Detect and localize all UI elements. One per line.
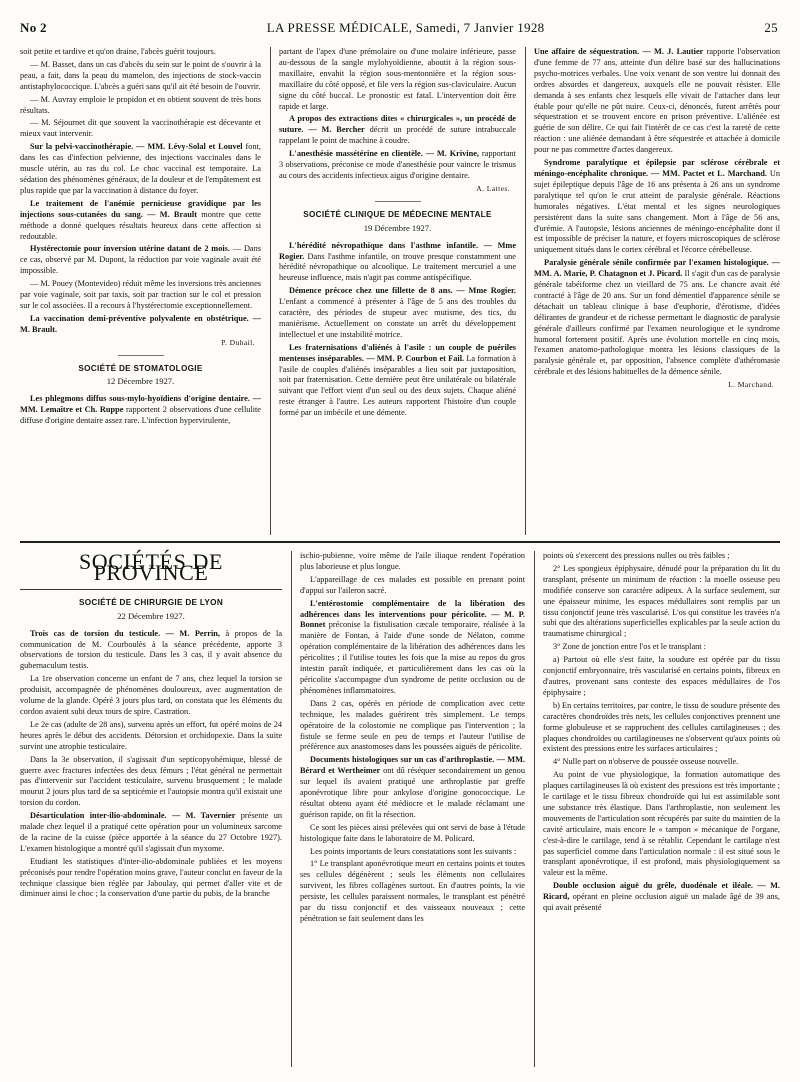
section-date: 12 Décembre 1927. <box>106 376 175 387</box>
divider <box>375 201 421 202</box>
paragraph: a) Partout où elle s'est faite, la soudure est opérée par du tissu conjonctif embryonnaire, très vascularisé en certains points, fibreux en d'autres, provenant sans conteste des espaces médullaires de l'os épiphysaire ; <box>543 655 780 697</box>
section-heading: SOCIÉTÉ DE CHIRURGIE DE LYON <box>78 597 224 607</box>
article-title: A propos des extractions dites « chirurgicales », un procédé de suture. — M. Bercher <box>279 114 516 135</box>
paragraph: — M. Basset, dans un cas d'abcès du sein sur le point de s'ouvrir à la peau, a fait, dans la peau du mamelon, des injections de stock-vaccin antistaphylococcique. L'abcès a guéri sans qu'il ait été besoin de l'ouvrir. <box>20 59 261 91</box>
paragraph: Les points importants de leurs constatations sont les suivants : <box>310 846 517 856</box>
paragraph: 1° Le transplant aponévrotique meurt en certains points et toutes ses cellules dégénèrent ; seuls les éléments non cellulaires survivent, les fibres collagènes surtout. En d'autres points, la vie persiste, les cellules paraissent normales, le transplant est pénétré par du tissu conjonctif et des vaisseaux nouveaux ; cette pénétration se fait seulement dans les <box>300 859 525 923</box>
column-divider <box>270 47 271 535</box>
article-title: L'hérédité névropathique dans l'asthme infantile. — Mme Rogier. <box>279 240 516 261</box>
paragraph: Syndrome paralytique et épilepsie par sclérose cérébrale et méningo-encéphalite chronique. — MM. Pactet et L. Marchand. Un sujet épileptique depuis l'âge de 16 ans présenta à 26 ans un syndrome paralytique tel qu'on le crut atteint de paralysie générale. Réactions humorales négatives. L'état mental et les signes neurologiques persistèrent dans la suite sans changement. Mort à l'âge de 56 ans, d'urémie. A l'autopsie, lésions anciennes de méningo-encéphalite dont il est impossible de préciser la nature, et foyers microscopiques de sclérose uniquement situés dans le cortex cérébral et l'écorce cérébelleuse. <box>534 158 780 255</box>
page-header <box>20 20 778 42</box>
paragraph: Dans la 3e observation, il s'agissait d'un septicopyohémique, blessé de guerre avec fractures infectées des deux fémurs ; l'état général ne permettait pas d'intervenir sur l'accident testiculaire, survenu brusquement ; le malade mourut 2 jours plus tard de sa septicémie et l'autopsie montra qu'il existait une torsion du cordon. <box>20 754 282 808</box>
article-title: La vaccination demi-préventive polyvalente en obstétrique. — M. Brault. <box>20 313 261 334</box>
article-title: Le traitement de l'anémie pernicieuse gravidique par les injections sous-cutanées du sang. — M. Brault <box>20 198 261 219</box>
paragraph: — M. Séjournet dit que souvent la vaccinothérapie est décevante et mieux vaut intervenir. <box>20 118 261 139</box>
article-title: Paralysie générale sénile confirmée par l'examen histologique. — MM. A. Marie, P. Chatagnon et J. Picard. <box>534 258 780 279</box>
signature: L. Marchand. <box>728 380 774 390</box>
bottom-column-2 <box>300 551 525 1065</box>
paragraph: La 1re observation concerne un enfant de 7 ans, chez lequel la torsion se produisit, accompagnée de phénomènes douloureux, avec augmentation de volume de la glande. Opéré 3 jours plus tard, on constata que les éléments du cordon avaient subi deux tours de spire. Castration. <box>20 674 282 716</box>
journal-title: LA PRESSE MÉDICALE, Samedi, 7 Janvier 1928 <box>266 20 545 35</box>
paragraph: Le 2e cas (adulte de 28 ans), survenu après un effort, fut opéré moins de 24 heures après le début des accidents. Détorsion et orchidopexie. Dans la suite survint une atrophie testiculaire. <box>20 719 282 751</box>
paragraph: L'entérostomie complémentaire de la libération des adhérences dans les interventions pour péricolite. — M. P. Bonnet préconise la fistulisation cæcale temporaire, réalisée à la manière de Fontan, à l'aide d'une sonde de Nélaton, comme opération complémentaire de la libération des adhérences dans les péricolites ; il l'utilise toutes les fois que la mise au repos du gros intestin paraît indiquée, et particulièrement dans les cas où la péricolite s'accompagne d'un syndrome de petite occlusion ou de phénomènes inflammatoires. <box>300 598 525 695</box>
article-title: Une affaire de séquestration. — M. J. Lautier <box>534 47 704 56</box>
paragraph: A propos des extractions dites « chirurgicales », un procédé de suture. — M. Bercher décrit un procédé de suture intrabuccale rappelant le point de machine à coudre. <box>279 114 516 146</box>
article-title: L'entérostomie complémentaire de la libération des adhérences dans les interventions pour péricolite. — M. P. Bonnet <box>300 598 525 630</box>
column-divider <box>534 551 535 1067</box>
signature: P. Duhail. <box>221 337 255 347</box>
top-column-1 <box>20 47 261 531</box>
top-column-3 <box>534 47 780 535</box>
paragraph: 3° Zone de jonction entre l'os et le transplant : <box>553 642 706 652</box>
column-divider <box>525 47 526 535</box>
paragraph: 2° Les spongieux épiphysaire, dénudé pour la préparation du lit du transplant, présente un minimum de réaction : la moelle osseuse peu modifiée conserve son caractère adipeux. A la surface seulement, sur une épaisseur minime, les espaces médullaires sont remplis par un tissu conjonctif jeune très vascularisé. L'os qui constitue les travées n'a subi que des altérations superficielles explicables par la seule action du traumatisme chirurgical ; <box>543 563 780 639</box>
top-column-2 <box>279 47 516 531</box>
bottom-column-3 <box>543 551 780 1065</box>
bottom-column-1 <box>20 549 282 1065</box>
paragraph: Désarticulation inter-ilio-abdominale. — M. Tavernier présente un malade chez lequel il a pratiqué cette opération pour un volumineux sarcome de la racine de la cuisse (pièce apportée à la séance du 27 Octobre 1927). L'examen histologique a montré qu'il s'agissait d'un myxome. <box>20 811 282 853</box>
article-title: Double occlusion aiguë du grêle, duodénale et iléale. — M. Ricard, <box>543 881 780 902</box>
paragraph: Documents histologiques sur un cas d'arthroplastie. — MM. Bérard et Wertheimer ont dû réséquer secondairement un genou sur lequel ils avaient pratiqué une arthroplastie par greffe aponévrotique libre pour ankylose d'origine gonococcique. Le résultat obtenu ayant été médiocre et le malade réclamant une guérison rapide, on fit la résection. <box>300 755 525 819</box>
article-title: Sur la pelvi-vaccinothérapie. — MM. Lévy-Solal et Louvel <box>30 142 243 152</box>
divider <box>118 355 164 356</box>
section-date: 19 Décembre 1927. <box>363 222 432 233</box>
paragraph <box>20 314 261 336</box>
paragraph: — M. Auvray emploie le propidon et en obtient souvent de très bons résultats. <box>20 94 261 115</box>
paragraph: Sur la pelvi-vaccinothérapie. — MM. Lévy-Solal et Louvel font, dans les cas d'infection pelvienne, des injections vaccinales dans le muscle utérin, au ras du col. Le choc vaccinal est temporaire. La sédation des phénomènes généraux, de la douleur et de l'empâtement est plus rapide que par la vaccination à distance du foyer. <box>20 142 261 195</box>
paragraph: L'anesthésie massétérine en clientèle. — M. Krivine, rapportant 3 observations, préconise ce mode d'anesthésie pour vaincre le trismus au cours des accidents infectieux aigus d'origine dentaire. <box>279 149 516 180</box>
article-title: Trois cas de torsion du testicule. — M. Perrin, <box>30 628 220 638</box>
paragraph: Ce sont les pièces ainsi prélevées qui ont servi de base à l'étude histologique faite dans le laboratoire de M. Policard. <box>300 822 525 843</box>
paragraph: Au point de vue physiologique, la formation automatique des plaques cartilagineuses là où existent des pressions est très importante ; le cartilage et le tissu fibreux chondroïde qui lui est assimilable sont une substance très élastique. Dans l'arthroplastie, non seulement les mouvements de l'articulation sont récupérés par suite du maintien de la cavité articulaire, mais encore le « tampon » mécanique de l'organe, c'est-à-dire le cartilage, tend à se rétablir. Cependant le cartilage n'est pas superficiel comme dans l'articulation normale : il est situé sous le transplant aponévrotique, il est profond, mais physiologiquement sa valeur est la même. <box>543 770 780 878</box>
section-heading: SOCIÉTÉ DE STOMATOLOGIE <box>78 363 203 373</box>
paragraph: Dans 2 cas, opérés en période de complication avec cette technique, les malades guérirent très simplement. Le temps opératoire de la colostomie ne complique pas l'intervention ; la fistule se ferme seule en peu de temps et l'auteur l'utilise de préférence aux anastomoses dans les poussées aiguës de péricolite. <box>300 698 525 752</box>
signature: A. Lattes. <box>476 183 510 193</box>
paragraph: L'appareillage de ces malades est possible en prenant point d'appui sur l'aileron sacré. <box>300 574 525 595</box>
page-number: 25 <box>764 20 778 35</box>
article-title: Démence précoce chez une fillette de 8 ans. — Mme Rogier. <box>289 286 516 296</box>
article-title: Hystérectomie pour inversion utérine datant de 2 mois. <box>30 244 230 254</box>
paragraph: Le traitement de l'anémie pernicieuse gravidique par les injections sous-cutanées du sang. — M. Brault montre que cette méthode a donné quelques résultats heureux dans cette affection si redoutable. <box>20 198 261 241</box>
paragraph: Trois cas de torsion du testicule. — M. Perrin, à propos de la communication de M. Courboulès à la séance précédente, apporte 3 observations de torsion du testicule. Dans les 3 cas, il y avait absence du gubernaculum testis. <box>20 628 282 671</box>
paragraph: ischio-pubienne, voire même de l'aile iliaque rendent l'opération plus laborieuse et plus longue. <box>300 551 525 571</box>
article-title: Syndrome paralytique et épilepsie par sclérose cérébrale et méningo-encéphalite chronique. — MM. Pactet et L. Marchand. <box>534 158 780 178</box>
section-heading: SOCIÉTÉ CLINIQUE DE MÉDECINE MENTALE <box>303 209 492 219</box>
article-title: Les phlegmons diffus sous-mylo-hyoïdiens d'origine dentaire. — MM. Lemaître et Ch. Ruppe <box>20 394 261 415</box>
paragraph: b) En certains territoires, par contre, le tissu de soudure présente des caractères chondroïdes très nets, les cellules conjonctives prennent une forme globuleuse et se rapprochent des cellules cartilagineuses ; des plaques chondroïdes ou cartilagineuses ne s'observent qu'aux points où existent des pressions entre les surfaces articulaires ; <box>543 700 780 754</box>
article-title: L'anesthésie massétérine en clientèle. — M. Krivine, <box>289 149 479 159</box>
paragraph: Etudiant les statistiques d'inter-ilio-abdominale publiées et les moyens préconisés pour rendre l'opération moins grave, l'auteur conclut en faveur de la technique classique bien réglée par Jaboulay, qui permet d'aller vite et de diminuer ainsi le choc ; la conservation d'une partie du pubis, de la branche <box>20 856 282 899</box>
paragraph: Une affaire de séquestration. — M. J. Lautier rapporte l'observation d'une femme de 77 ans, atteinte d'un délire basé sur des hallucinations psycho-motrices verbales. Une voix venant de son ventre lui donnait des ordres absurdes et dangereux, auxquels elle ne pouvait résister. Elle demanda à ses enfants chez lesquels elle vivait de l'attacher dans leur étable pour qu'elle ne pût nuire. Ceux-ci, dénoncés, furent arrêtés pour séquestration et se trouvent encore en prison préventive. L'aliénée est guérie de son délire. Ce qui fait l'intérêt de ce cas c'est la rareté de cette réaction : une aliénée demandant à être séquestrée et attachée à domicile pour ne pas commettre d'actes dangereux. <box>534 47 780 155</box>
paragraph: Les phlegmons diffus sous-mylo-hyoïdiens d'origine dentaire. — MM. Lemaître et Ch. Ruppe rapportent 2 observations d'une cellulite diffuse d'origine dentaire assez rare. L'infection hypervirulente, <box>20 394 261 426</box>
article-title: Désarticulation inter-ilio-abdominale. — M. Tavernier <box>30 811 236 821</box>
paragraph: Démence précoce chez une fillette de 8 ans. — Mme Rogier. L'enfant a commencé à présenter à l'âge de 5 ans des troubles du caractère, des périodes de stupeur avec mutisme, des tics, du maniérisme. Actuellement on constate un arrêt du développement intellectuel et une instabilité motrice. <box>279 286 516 339</box>
paragraph: Paralysie générale sénile confirmée par l'examen histologique. — MM. A. Marie, P. Chatagnon et J. Picard. Il s'agit d'un cas de paralysie générale tabéiforme chez un vieillard de 75 ans. Le chancre avait été contracté à l'âge de 20 ans. Sur un fond démentiel d'apparence sénile se détachait un tableau clinique à base d'euphorie, d'érotisme, d'idées délirantes de grandeur et de richesse permettant le diagnostic de paralysie générale d'ailleurs confirmé par l'examen neurologique et le syndrome humoral fortement positif. Après une évolution mortelle en cinq mois, l'examen anatomo-pathologique montra les lésions classiques de la paralysie générale et, par opposition, l'absence complète d'athéromasie cérébrale et des lésions habituelles de la démence sénile. <box>534 258 780 377</box>
issue-number: No 2 <box>20 20 47 35</box>
section-date: 22 Décembre 1927. <box>117 610 185 621</box>
article-title: Les fraternisations d'aliénés à l'asile : un couple de puériles menteuses inséparables. — MM. P. Courbon et Fail. <box>279 342 516 363</box>
paragraph: — M. Pouey (Montevideo) réduit même les inversions très anciennes par voie vaginale, soit par taxis, soit par traction sur le col et pression sur le col associées. Il a recours à l'hystérectomie exceptionnellement. <box>20 279 261 310</box>
paragraph: soit petite et tardive et qu'on draine, l'abcès guérit toujours. <box>20 47 216 56</box>
paragraph: partant de l'apex d'une prémolaire ou d'une molaire inférieure, passe au-dessous de la sangle mylohyoïdienne, aboutit à la région sous-maxillaire, envahit la région sous-mentonnière et la région sous-maxillaire du côté opposé, et file vers la région sus-claviculaire. Aucun signe du côté buccal. Le pronostic est fatal. L'intervention doit être rapide et large. <box>279 47 516 111</box>
paragraph: Hystérectomie pour inversion utérine datant de 2 mois. — Dans ce cas, observé par M. Dupont, la réduction par voie vaginale avait été impossible. <box>20 244 261 276</box>
paragraph: 4° Nulle part on n'observe de poussée osseuse nouvelle. <box>553 757 739 767</box>
paragraph: points où s'exercent des pressions nulles ou très faibles ; <box>543 551 730 560</box>
paragraph: Les fraternisations d'aliénés à l'asile : un couple de puériles menteuses inséparables. — MM. P. Courbon et Fail. La formation à l'asile de couples d'aliénés inséparables a lieu soit par juxtaposition, soit par fraternisation. Cette dernière peut être unilatérale ou bilatérale suivant que l'effort vient d'un seul ou des deux sujets. Chaque aliéné reste étranger à l'autre. Les auteurs rapportent l'histoire d'un couple formé par un imbécile et une démente. <box>279 342 516 418</box>
section-separator <box>20 541 780 543</box>
divider <box>20 589 282 590</box>
column-divider <box>291 551 292 1067</box>
article-title: Documents histologiques sur un cas d'arthroplastie. — MM. Bérard et Wertheimer <box>300 755 525 776</box>
paragraph: L'hérédité névropathique dans l'asthme infantile. — Mme Rogier. Dans l'asthme infantile, on trouve presque constamment une hérédité névropathique ou alcoolique. Le traitement mercuriel a une heureuse influence, mais n'agit pas comme antispécifique. <box>279 240 516 283</box>
paragraph: Double occlusion aiguë du grêle, duodénale et iléale. — M. Ricard, opérant en pleine occlusion aiguë un malade âgé de 39 ans, qui avait présenté <box>543 881 780 913</box>
province-title: SOCIÉTÉS DE PROVINCE <box>78 549 224 585</box>
